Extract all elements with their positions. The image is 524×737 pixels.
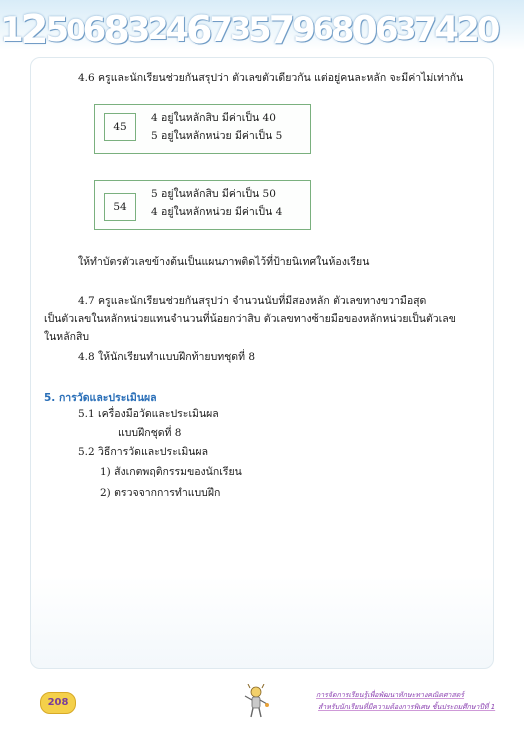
banner-digit: 5 <box>248 10 272 50</box>
banner-digit: 7 <box>209 10 234 50</box>
banner-digit: 1 <box>0 10 24 50</box>
banner-digit: 3 <box>395 12 417 47</box>
banner-digit: 3 <box>230 12 252 47</box>
item-5-2: 5.2 วิธีการวัดและประเมินผล <box>78 446 209 458</box>
banner-digit: 8 <box>103 8 130 50</box>
place-value-card-54 <box>94 180 311 230</box>
page-number-badge: 208 <box>40 692 76 714</box>
banner-digit: 6 <box>186 8 213 50</box>
banner-digit: 9 <box>292 10 316 50</box>
banner-digit: 5 <box>45 10 70 50</box>
banner-digit: 4 <box>434 9 460 50</box>
card-number: 45 <box>104 113 136 141</box>
item-5-2-b: 2) ตรวจจากการทำแบบฝึก <box>100 487 221 499</box>
banner-digit: 2 <box>147 12 169 47</box>
place-value-card-45 <box>94 104 311 154</box>
section-5-title: 5. การวัดและประเมินผล <box>44 392 157 404</box>
card-line: 4 อยู่ในหลักหน่วย มีค่าเป็น 4 <box>151 206 283 218</box>
banner-digit: 6 <box>312 12 334 47</box>
card-line: 5 อยู่ในหลักสิบ มีค่าเป็น 50 <box>151 188 276 200</box>
banner-digit: 0 <box>476 10 501 50</box>
banner-digit: 0 <box>66 13 86 46</box>
step-4-8: 4.8 ให้นักเรียนทำแบบฝึกท้ายบทชุดที่ 8 <box>78 351 256 363</box>
banner-digit: 8 <box>330 10 355 50</box>
step-4-7-line2: เป็นตัวเลขในหลักหน่วยแทนจำนวนที่น้อยกว่าสิบ ตัวเลขทางซ้ายมือของหลักหน่วยเป็นตัวเลข <box>44 313 456 325</box>
banner-digit: 2 <box>456 10 480 50</box>
footer-book-subtitle: สำหรับนักเรียนที่มีความต้องการพิเศษ ชั้นประถมศึกษาปีที่ 1 <box>318 703 496 711</box>
item-5-2-a: 1) สังเกตพฤติกรรมของนักเรียน <box>100 466 242 478</box>
banner-digit: 6 <box>82 10 107 50</box>
step-4-6-note: ให้ทำบัตรตัวเลขข้างต้นเป็นแผนภาพติดไว้ที่ป้ายนิเทศในห้องเรียน <box>78 256 370 268</box>
card-line: 4 อยู่ในหลักสิบ มีค่าเป็น 40 <box>151 112 276 124</box>
item-5-1: 5.1 เครื่องมือวัดและประเมินผล <box>78 408 219 420</box>
card-line: 5 อยู่ในหลักหน่วย มีค่าเป็น 5 <box>151 130 283 142</box>
card-number: 54 <box>104 193 136 221</box>
banner-digit: 6 <box>374 10 399 50</box>
banner-digit: 4 <box>165 10 190 50</box>
banner-digit: 7 <box>268 8 296 50</box>
step-4-6-intro: 4.6 ครูและนักเรียนช่วยกันสรุปว่า ตัวเลขตัวเดียวกัน แต่อยู่คนละหลัก จะมีค่าไม่เท่ากัน <box>78 72 464 84</box>
item-5-1-sub: แบบฝึกชุดที่ 8 <box>118 427 182 439</box>
banner-digit: 7 <box>413 10 438 50</box>
footer-book-title: การจัดการเรียนรู้เพื่อพัฒนาทักษะทางคณิตศาสตร์ <box>316 691 465 699</box>
banner-digit: 2 <box>20 7 49 50</box>
mascot-icon <box>242 684 270 718</box>
banner-digits <box>0 0 524 50</box>
step-4-7-line1: 4.7 ครูและนักเรียนช่วยกันสรุปว่า จำนวนนับที่มีสองหลัก ตัวเลขทางขวามือสุด <box>78 295 427 307</box>
header-banner <box>0 0 524 50</box>
banner-digit: 3 <box>126 10 151 50</box>
step-4-7-line3: ในหลักสิบ <box>44 331 90 343</box>
banner-digit: 0 <box>351 8 378 50</box>
